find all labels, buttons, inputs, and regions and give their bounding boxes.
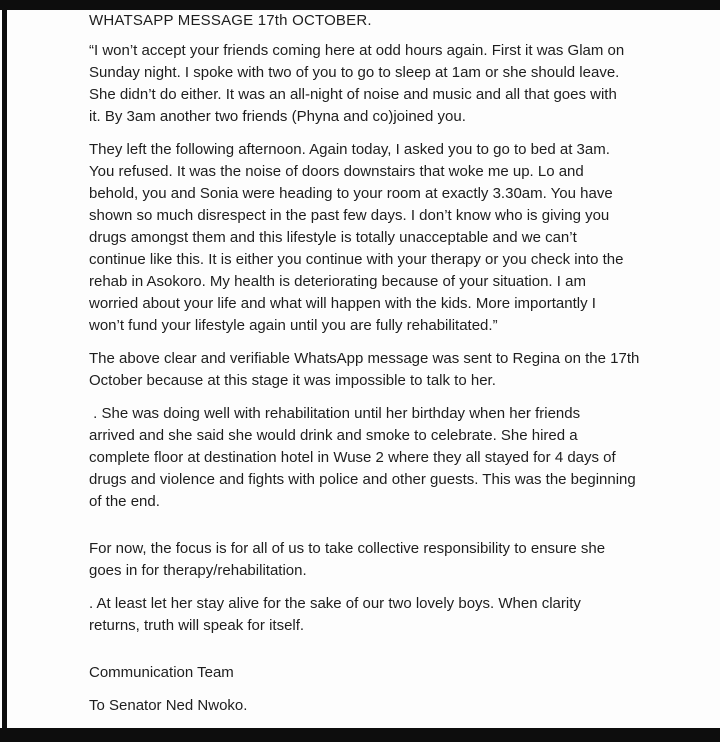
text-line: She didn’t do either. It was an all-night of noise and music and all that goes with [89,86,617,103]
signature-recipient [89,695,700,717]
text-line: it. By 3am another two friends (Phyna and co)joined you. [89,108,466,125]
text-line: of the end. [89,493,160,510]
document-paragraphs [89,40,700,717]
text-line: drugs amongst them and this lifestyle is totally unacceptable and we can’t [89,229,577,246]
text-line: rehab in Asokoro. My health is deteriorating because of your situation. I am [89,273,586,290]
text-line: won’t fund your lifestyle again until you are fully rehabilitated.” [89,317,498,334]
text-line: returns, truth will speak for itself. [89,617,305,634]
top-border-bar [0,0,720,10]
bottom-border-bar [0,728,720,742]
left-border-bar [2,10,7,728]
signature-team [89,662,700,684]
collective-responsibility-paragraph [89,538,700,582]
text-line: . At least let her stay alive for the sake of our two lovely boys. When clarity [89,595,581,612]
document-title: WHATSAPP MESSAGE 17th OCTOBER. [89,12,372,29]
text-line: behold, you and Sonia were heading to your room at exactly 3.30am. You have [89,185,613,202]
text-line: “I won’t accept your friends coming here at odd hours again. First it was Glam on [89,42,625,59]
text-line: To Senator Ned Nwoko. [89,697,248,714]
text-line: goes in for therapy/rehabilitation. [89,562,307,579]
text-line: For now, the focus is for all of us to take collective responsibility to ensure she [89,540,606,557]
text-line: continue like this. It is either you continue with your therapy or you check into the [89,251,624,268]
plea-paragraph [89,593,700,637]
text-line: shown so much disrespect in the past few days. I don’t know who is giving you [89,207,610,224]
text-line: Communication Team [89,664,234,681]
rehabilitation-account-paragraph [89,403,700,513]
explanation-paragraph [89,348,700,392]
text-line: drugs and violence and fights with police and other guests. This was the beginning [89,471,636,488]
text-line: The above clear and verifiable WhatsApp message was sent to Regina on the 17th [89,350,640,367]
text-line: October because at this stage it was impossible to talk to her. [89,372,496,389]
quoted-message-part-2 [89,139,700,337]
text-line: . She was doing well with rehabilitation until her birthday when her friends [89,405,581,422]
document-content [89,10,700,728]
text-line: They left the following afternoon. Again today, I asked you to go to bed at 3am. [89,141,610,158]
text-line: arrived and she said she would drink and smoke to celebrate. She hired a [89,427,578,444]
text-line: worried about your life and what will happen with the kids. More importantly I [89,295,596,312]
quoted-message-part-1 [89,40,700,128]
text-line: You refused. It was the noise of doors downstairs that woke me up. Lo and [89,163,584,180]
text-line: Sunday night. I spoke with two of you to go to sleep at 1am or she should leave. [89,64,620,81]
text-line: complete floor at destination hotel in Wuse 2 where they all stayed for 4 days of [89,449,616,466]
